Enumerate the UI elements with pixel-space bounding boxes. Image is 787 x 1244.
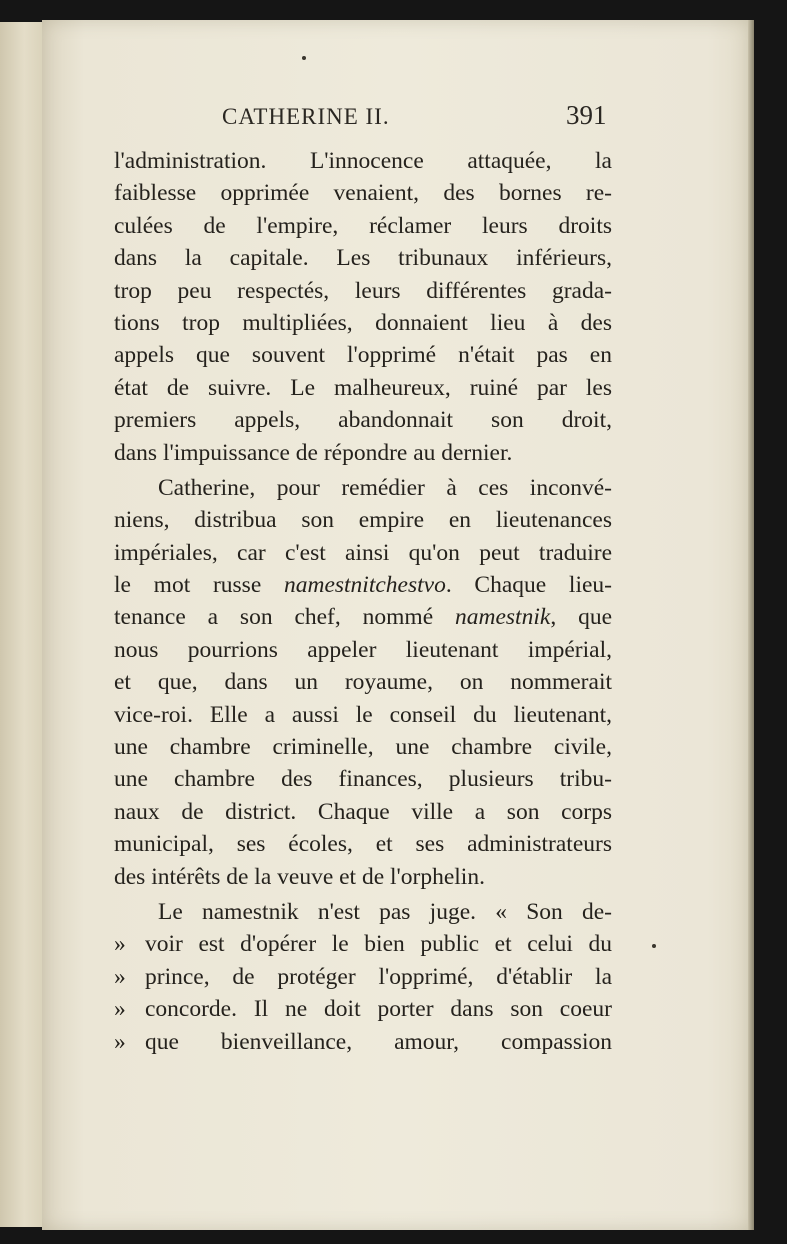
text-line: trop peu respectés, leurs différentes grada- (114, 277, 612, 304)
text-segment: , que (550, 604, 612, 631)
page-fore-edge (748, 20, 754, 1230)
running-title: CATHERINE II. (222, 104, 390, 129)
text-line: naux de district. Chaque ville a son corps (114, 798, 612, 825)
body-text (114, 145, 612, 1058)
text-line: des intérêts de la veuve et de l'orphelin. (114, 863, 485, 890)
quote-mark: » (114, 996, 126, 1023)
text-line: vice-roi. Elle a aussi le conseil du lieutenant, (114, 701, 612, 728)
text-line: appels que souvent l'opprimé n'était pas en (114, 342, 612, 369)
italic-term: namestnitchestvo (283, 572, 446, 599)
text-segment: tenance a son chef, nommé (114, 604, 456, 631)
text-line: Catherine, pour remédier à ces inconvé- (158, 474, 612, 501)
paper-speck (652, 944, 656, 948)
text-line: une chambre criminelle, une chambre civile, (114, 734, 612, 761)
italic-term: namestnik (455, 604, 551, 631)
text-segment: concorde. Il ne doit porter dans son coeur (145, 996, 612, 1023)
text-line (114, 569, 612, 601)
text-line: une chambre des finances, plusieurs tribu- (114, 766, 612, 793)
text-line: dans la capitale. Les tribunaux inférieurs, (114, 245, 612, 272)
text-line: niens, distribua son empire en lieutenances (114, 507, 612, 534)
quote-line (114, 1026, 612, 1058)
text-line: et que, dans un royaume, on nommerait (114, 669, 612, 696)
quote-mark: » (114, 963, 126, 990)
paper-speck (302, 56, 306, 60)
text-line: l'administration. L'innocence attaquée, la (114, 148, 612, 174)
text-segment: le mot russe (114, 572, 284, 599)
text-line: Le namestnik n'est pas juge. « Son de- (158, 898, 612, 925)
text-line: dans l'impuissance de répondre au dernier. (114, 439, 513, 466)
quote-line (114, 993, 612, 1025)
text-line (114, 601, 612, 633)
text-segment: que bienveillance, amour, compassion (145, 1028, 612, 1055)
page-number: 391 (566, 100, 607, 130)
text-segment: . Chaque lieu- (445, 572, 612, 599)
facing-page-edge (0, 22, 46, 1227)
text-line: culées de l'empire, réclamer leurs droits (114, 212, 612, 239)
text-line: premiers appels, abandonnait son droit, (114, 407, 612, 434)
text-line: impériales, car c'est ainsi qu'on peut traduire (114, 539, 612, 566)
text-line: municipal, ses écoles, et ses administrateurs (114, 831, 612, 858)
text-segment: voir est d'opérer le bien public et celui du (145, 931, 612, 958)
text-line: nous pourrions appeler lieutenant impérial, (114, 636, 612, 663)
text-line: tions trop multipliées, donnaient lieu à des (114, 309, 612, 336)
text-segment: prince, de protéger l'opprimé, d'établir la (145, 963, 612, 990)
text-line: état de suivre. Le malheureux, ruiné par les (114, 374, 612, 401)
text-line: faiblesse opprimée venaient, des bornes re- (114, 180, 612, 207)
quote-line (114, 928, 612, 960)
quote-line (114, 961, 612, 993)
quote-mark: » (114, 931, 126, 958)
quote-mark: » (114, 1028, 126, 1055)
